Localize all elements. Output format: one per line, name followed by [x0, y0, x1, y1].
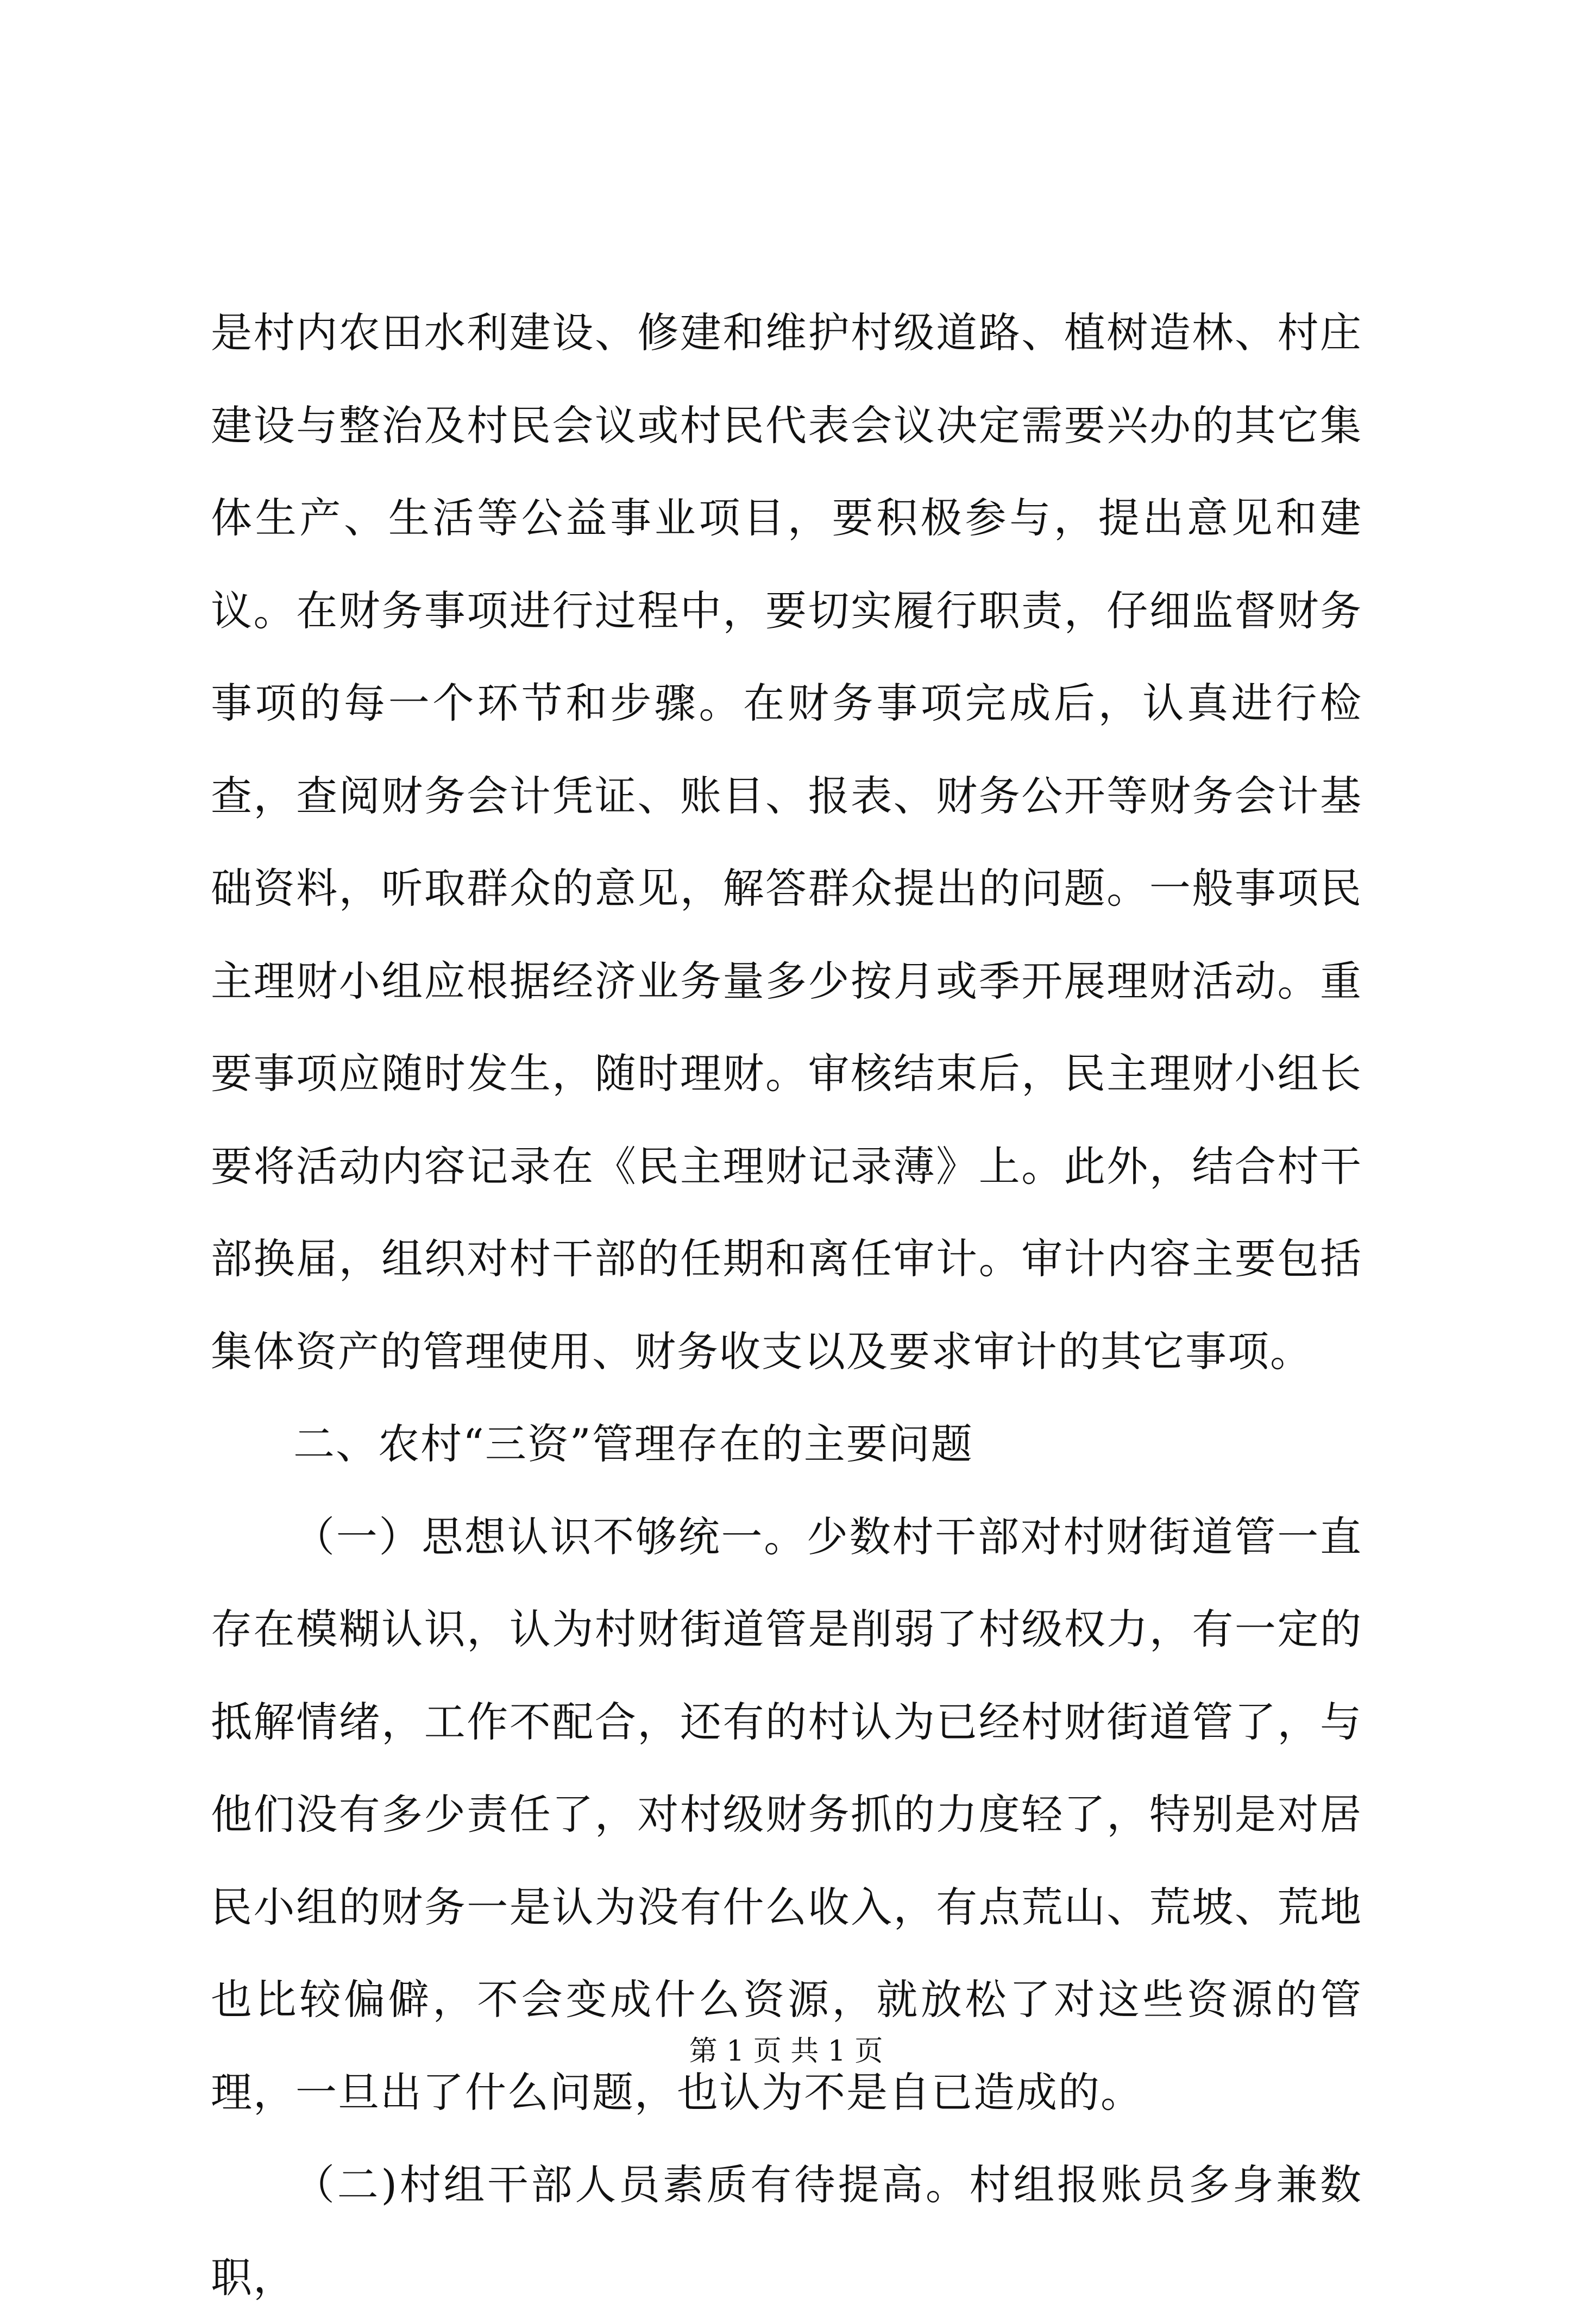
paragraph-item-1: （一）思想认识不够统一。少数村干部对村财街道管一直存在模糊认识，认为村财街道管是削弱了村级权力，有一定的抵解情绪，工作不配合，还有的村认为已经村财街道管了，与他们没有多少责任了，对村级财务抓的力度轻了，特别是对居民小组的财务一是认为没有什么收入，有点荒山、荒坡、荒地也比较偏僻，不会变成什么资源，就放松了对这些资源的管理，一旦出了什么问题，也认为不是自已造成的。	[211, 1512, 1362, 2117]
section-heading: 二、农村“三资”管理存在的主要问题	[293, 1420, 973, 1468]
paragraph-item-2: （二)村组干部人员素质有待提高。村组报账员多身兼数职，	[211, 2161, 1362, 2302]
page-footer: 第 1 页 共 1 页	[689, 2035, 883, 2068]
document-body	[211, 287, 1362, 2324]
paragraph-continuation: 是村内农田水利建设、修建和维护村级道路、植树造林、村庄建设与整治及村民会议或村民代表会议决定需要兴办的其它集体生产、生活等公益事业项目，要积极参与，提出意见和建议。在财务事项进行过程中，要切实履行职责，仔细监督财务事项的每一个环节和步骤。在财务事项完成后，认真进行检查，查阅财务会计凭证、账目、报表、财务公开等财务会计基础资料，听取群众的意见，解答群众提出的问题。一般事项民主理财小组应根据经济业务量多少按月或季开展理财活动。重要事项应随时发生，随时理财。审核结束后，民主理财小组长要将活动内容记录在《民主理财记录薄》上。此外，结合村干部换届，组织对村干部的任期和离任审计。审计内容主要包括集体资产的管理使用、财务收支以及要求审计的其它事项。	[211, 308, 1362, 1376]
